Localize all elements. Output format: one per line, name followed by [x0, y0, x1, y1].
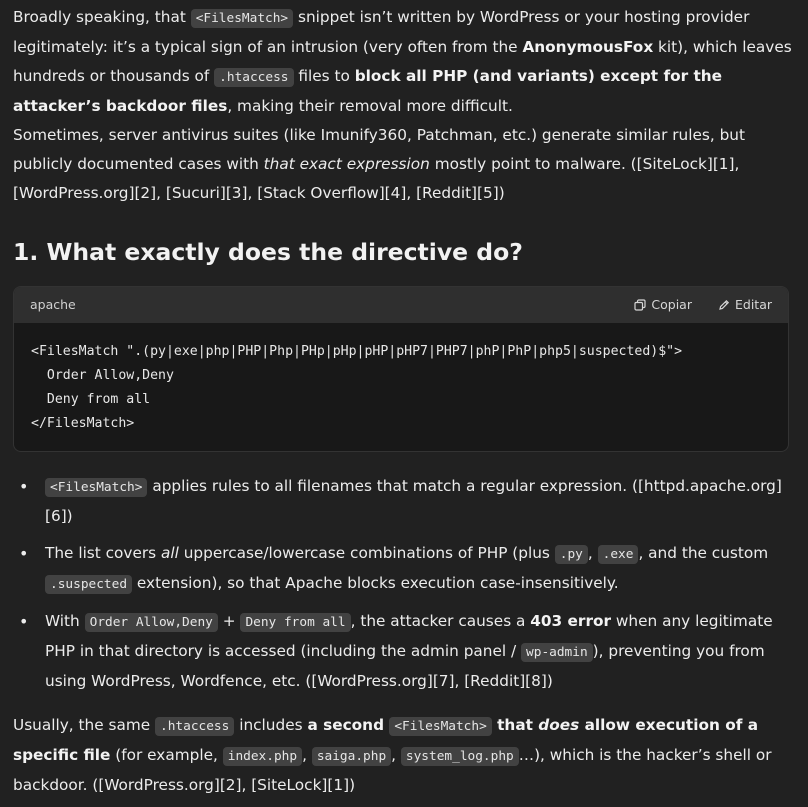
copy-icon — [634, 299, 646, 311]
code-line: </FilesMatch> — [31, 416, 135, 431]
text: applies rules to all filenames that match a regular expression. ([httpd.apache.org][6]) — [45, 477, 782, 525]
text: The list covers — [45, 544, 161, 562]
copy-label: Copiar — [651, 297, 692, 312]
text: With — [45, 612, 85, 630]
inline-code: saiga.php — [312, 747, 391, 766]
copy-button[interactable] — [634, 287, 692, 323]
bold-text — [538, 716, 579, 734]
text: …), which is the hacker’s shell or backdoor. ([WordPress.org][2], [SiteLock][1]) — [13, 746, 772, 794]
text: , — [302, 746, 312, 764]
code-line: <FilesMatch ".(py|exe|php|PHP|Php|PHp|pHp|pHP|pHP7|PHP7|phP|PhP|php5|suspected)$"> — [31, 344, 683, 359]
text: when any legitimate PHP in that directory is accessed (including the admin panel / — [45, 612, 773, 660]
inline-code: .py — [555, 545, 588, 564]
text: Usually, the same — [13, 716, 155, 734]
bold-text: allow execution of a specific file — [13, 716, 759, 764]
edit-label: Editar — [734, 297, 772, 312]
inline-code: wp-admin — [521, 643, 593, 662]
text: uppercase/lowercase combinations of PHP (plus — [178, 544, 555, 562]
bold-text: block all PHP (and variants) except for the attacker’s backdoor files — [13, 67, 723, 115]
bullet-dot: • — [19, 612, 29, 631]
outro-paragraph — [13, 711, 796, 800]
bullet-list — [13, 472, 796, 696]
inline-code: Order Allow,Deny — [85, 613, 218, 632]
text: includes — [234, 716, 308, 734]
bullet-dot: • — [19, 544, 29, 563]
code-line: Order Allow,Deny — [31, 368, 174, 383]
text: mostly point to malware. ([SiteLock][1], [WordPress.org][2], [Sucuri][3], [Stack Overflow][4], [Reddit][5]) — [13, 155, 740, 202]
edit-button[interactable] — [718, 287, 772, 323]
text: , — [587, 544, 598, 562]
bullet-dot: • — [19, 477, 29, 496]
text: Sometimes, server antivirus suites (like Imunify360, Patchman, etc.) generate similar rules, but publicly documented cases with — [13, 126, 745, 173]
italic-text: all — [161, 544, 179, 562]
italic-text: that exact expression — [263, 155, 430, 173]
section-heading: 1. What exactly does the directive do? — [13, 238, 523, 266]
text: (for example, — [110, 746, 223, 764]
list-item — [13, 607, 796, 696]
text: snippet isn’t written by WordPress or your hosting provider legitimately: it’s a typical sign of an intrusion (very often from the — [13, 8, 750, 56]
text: extension), so that Apache blocks execution case-insensitively. — [132, 574, 619, 592]
inline-code: .htaccess — [214, 68, 293, 87]
inline-code: <FilesMatch> — [191, 9, 293, 28]
inline-code: <FilesMatch> — [389, 717, 491, 736]
text: + — [217, 612, 241, 630]
pencil-icon — [718, 299, 730, 311]
code-language-label: apache — [30, 297, 76, 312]
bold-text: AnonymousFox — [522, 38, 654, 56]
bold-text: 403 error — [530, 612, 612, 630]
inline-code: .htaccess — [155, 717, 234, 736]
text: , the attacker causes a — [350, 612, 531, 630]
code-block-header — [14, 287, 788, 323]
list-item — [13, 472, 796, 531]
bold-text: a second — [307, 716, 390, 734]
text: kit), which leaves hundreds or thousands of — [13, 38, 792, 85]
intro-paragraph — [13, 3, 796, 208]
text: , and the custom — [638, 544, 769, 562]
text: , making their removal more difficult. — [227, 97, 513, 115]
inline-code: <FilesMatch> — [45, 478, 147, 497]
text: Broadly speaking, that — [13, 8, 191, 26]
text: , — [391, 746, 401, 764]
code-line: Deny from all — [31, 392, 151, 407]
code-content — [14, 323, 788, 436]
code-block — [13, 286, 789, 452]
text: files to — [293, 67, 355, 85]
inline-code: .suspected — [45, 575, 132, 594]
inline-code: .exe — [598, 545, 639, 564]
bold-italic-text: does — [538, 716, 580, 734]
bold-text: that — [491, 716, 539, 734]
inline-code: index.php — [223, 747, 302, 766]
inline-code: system_log.php — [401, 747, 519, 766]
text: ), preventing you from using WordPress, Wordfence, etc. ([WordPress.org][7], [Reddit][8]) — [45, 642, 765, 690]
inline-code: Deny from all — [240, 613, 350, 632]
list-item — [13, 539, 796, 599]
